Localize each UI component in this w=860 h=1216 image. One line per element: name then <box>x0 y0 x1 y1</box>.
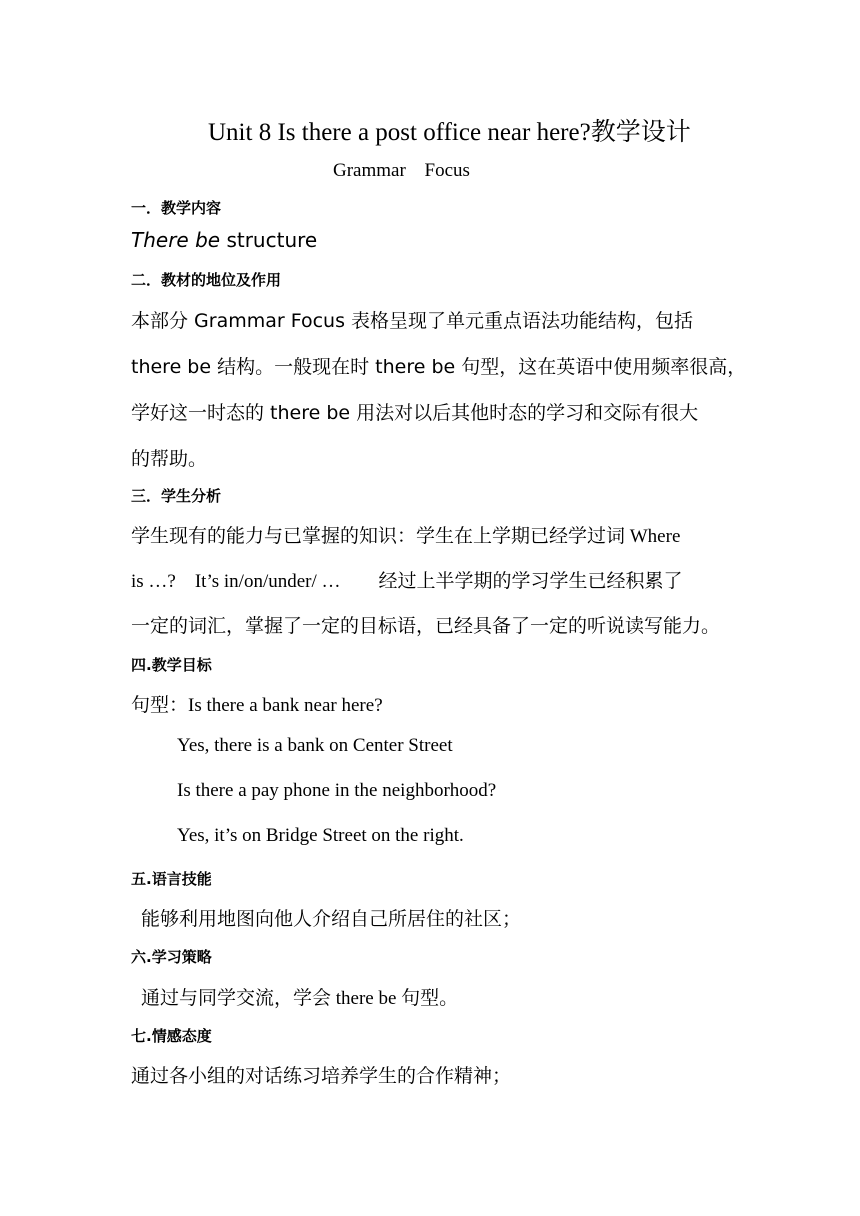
section-3-line-2: is …? It’s in/on/under/ … 经过上半学期的学习学生已经积累了 <box>131 571 683 592</box>
section-heading-6: 六.学习策略 <box>131 948 212 966</box>
italic-phrase: There be <box>131 228 221 252</box>
section-content-1 <box>131 228 317 252</box>
page-subtitle: Grammar Focus <box>333 160 470 181</box>
section-heading-7: 七.情感态度 <box>131 1027 212 1045</box>
section-4-line-1: 句型：Is there a bank near here? <box>131 695 383 716</box>
section-heading-5: 五.语言技能 <box>131 870 212 888</box>
section-content-6: 通过与同学交流，学会 there be 句型。 <box>141 988 459 1009</box>
section-4-line-3: Is there a pay phone in the neighborhood? <box>177 780 497 801</box>
section-content-7: 通过各小组的对话练习培养学生的合作精神； <box>131 1066 512 1087</box>
section-4-line-4: Yes, it’s on Bridge Street on the right. <box>177 825 464 846</box>
page-title: Unit 8 Is there a post office near here?教学设计 <box>208 119 691 146</box>
section-heading-4: 四.教学目标 <box>131 656 212 674</box>
section-2-line-2: there be 结构。一般现在时 there be 句型，这在英语中使用频率很高， <box>131 356 747 378</box>
section-3-line-1: 学生现有的能力与已掌握的知识：学生在上学期已经学过词 Where <box>131 526 681 547</box>
section-heading-3: 三．学生分析 <box>131 487 222 505</box>
section-2-line-1: 本部分 Grammar Focus 表格呈现了单元重点语法功能结构，包括 <box>131 310 694 332</box>
section-3-line-3: 一定的词汇，掌握了一定的目标语，已经具备了一定的听说读写能力。 <box>131 616 721 637</box>
section-heading-2: 二．教材的地位及作用 <box>131 271 282 289</box>
section-2-line-4: 的帮助。 <box>131 448 208 470</box>
phrase-rest: structure <box>220 228 318 252</box>
section-2-line-3: 学好这一时态的 there be 用法对以后其他时态的学习和交际有很大 <box>131 402 699 424</box>
section-content-5: 能够利用地图向他人介绍自己所居住的社区； <box>141 909 522 930</box>
section-4-line-2: Yes, there is a bank on Center Street <box>177 735 453 756</box>
section-heading-1: 一．教学内容 <box>131 199 222 217</box>
